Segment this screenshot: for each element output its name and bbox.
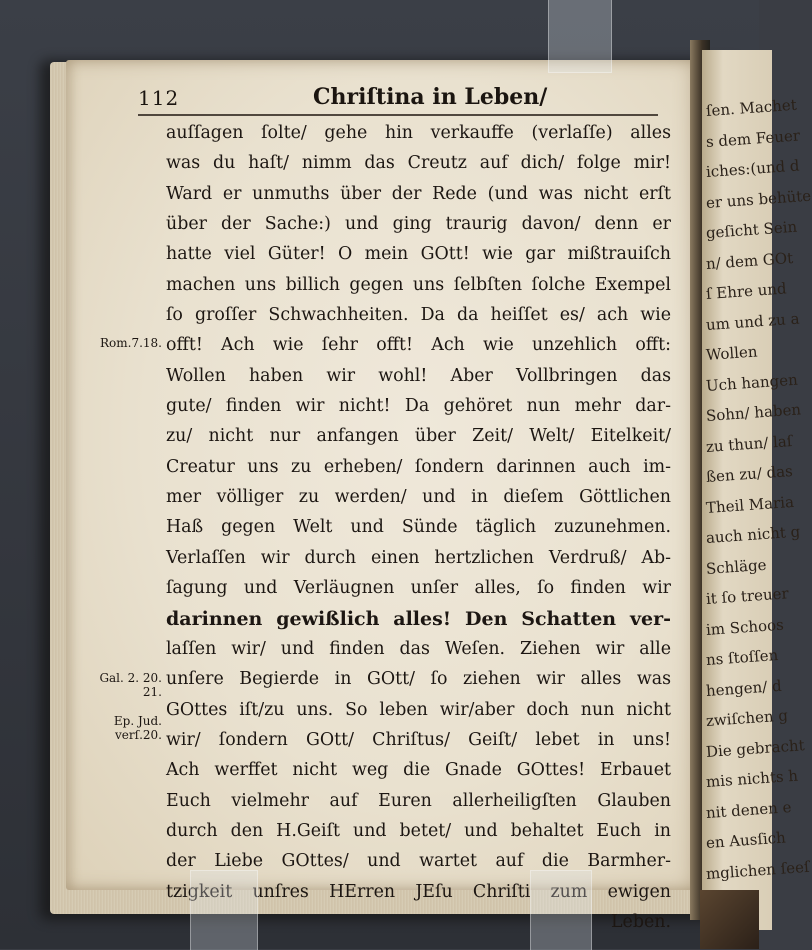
text-line: was du haſt/ nimm das Creutz auf dich/ folge mir! <box>166 153 671 174</box>
text-line: machen uns billich gegen uns ſelbſten ſolche Exempel <box>166 274 671 295</box>
facing-page-fragment: mglichen ſeeſ <box>705 857 811 883</box>
facing-page-fragment: iches:(und d <box>705 156 801 181</box>
page-clamp-top <box>548 0 612 73</box>
margin-note-gal-line1: Gal. 2. 20. <box>99 671 162 685</box>
margin-note-ep-line1: Ep. Jud. <box>113 714 162 728</box>
text-line: Creatur uns zu erheben/ ſondern darinnen auch im- <box>166 456 671 477</box>
margin-note-gal-line2: 21. <box>142 685 162 699</box>
text-line: gute/ finden wir nicht! Da gehöret nun mehr dar- <box>166 396 671 417</box>
margin-note-rom-text: Rom.7.18. <box>100 336 162 350</box>
page-number: 112 <box>138 86 180 110</box>
facing-page-fragment: Die gebracht <box>705 735 806 761</box>
body-text <box>166 118 671 937</box>
facing-page-fragment: Wollen <box>705 342 759 364</box>
facing-page-fragment: ſ Ehre und <box>705 279 788 303</box>
facing-page-fragment: mis nichts h <box>705 766 799 791</box>
facing-page-fragment: um und zu a <box>705 308 801 334</box>
text-line: mer völliger zu werden/ und in dieſem Göttlichen <box>166 487 671 508</box>
text-line: der Liebe GOttes/ und wartet auf die Barmher- <box>166 851 671 872</box>
text-line: GOttes iſt/zu uns. So leben wir/aber doch nun nicht <box>166 699 671 720</box>
facing-page-fragment: ßen zu/ das <box>705 461 794 486</box>
facing-page-fragment: ns ſtoſſen <box>705 645 779 669</box>
facing-page-fragment: s dem Feuer <box>705 125 801 151</box>
text-line: durch den H.Geiſt und betet/ und behaltet Euch in <box>166 820 671 841</box>
facing-page-fragment: ſen. Machet <box>705 95 798 120</box>
text-line: Euch vielmehr auf Euren allerheiligſten Glauben <box>166 790 671 811</box>
facing-page-fragment: auch nicht g <box>705 522 801 547</box>
margin-note-ep <box>92 714 162 742</box>
facing-page-fragment: Theil Maria <box>705 492 795 517</box>
facing-page-fragment: zu thun/ laſ <box>705 431 793 456</box>
facing-page-fragment: Sohn/ haben <box>705 400 802 425</box>
facing-page-fragment: Uch hangen <box>705 370 799 395</box>
text-line-emphasized: darinnen gewißlich alles! Den Schatten ver- <box>166 607 671 630</box>
page-clamp-bottom-left <box>190 870 258 950</box>
facing-page-fragment: geſicht Sein <box>705 217 798 242</box>
facing-page-fragment: er uns behüte <box>705 186 812 212</box>
text-line: Verlaſſen wir durch einen hertzlichen Verdruß/ Ab- <box>166 547 671 568</box>
facing-page-fragment: zwiſchen g <box>705 706 789 730</box>
text-line: laſſen wir/ und finden das Weſen. Ziehen wir alle <box>166 638 671 659</box>
facing-page-fragment: Schläge <box>705 555 768 578</box>
facing-page-fragment: nit denen e <box>705 797 792 822</box>
text-line: hatte viel Güter! O mein GOtt! wie gar mißtrauiſch <box>166 244 671 265</box>
running-title: Chriſtina in Leben/ <box>313 84 548 110</box>
margin-note-ep-line2: verſ.20. <box>115 728 162 742</box>
book-cover-corner <box>700 890 759 949</box>
margin-note-rom <box>92 336 162 350</box>
facing-page-fragment: n/ dem GOt <box>705 248 794 273</box>
facing-page-fragment: en Ausſich <box>705 828 787 852</box>
text-line: zu/ nicht nur anfangen über Zeit/ Welt/ Eitelkeit/ <box>166 426 671 447</box>
margin-note-gal <box>92 671 162 699</box>
text-line: Ward er unmuths über der Rede (und was nicht erſt <box>166 183 671 204</box>
header-rule <box>138 114 658 116</box>
facing-page-fragment: it ſo treuer <box>705 584 790 608</box>
facing-page-fragment: hengen/ d <box>705 676 783 700</box>
text-line: ſagung und Verläugnen unſer alles, ſo finden wir <box>166 578 671 599</box>
text-line: ſo groſſer Schwachheiten. Da da heiſſet es/ ach wie <box>166 305 671 326</box>
text-line: Wollen haben wir wohl! Aber Vollbringen das <box>166 365 671 386</box>
text-line: auſſagen ſolte/ gehe hin verkauffe (verlaſſe) alles <box>166 123 671 143</box>
page-header <box>138 84 658 112</box>
text-line: offt! Ach wie ſehr offt! Ach wie unzehlich offt: <box>166 335 671 356</box>
facing-page <box>702 50 812 930</box>
text-line: Ach werffet nicht weg die Gnade GOttes! Erbauet <box>166 760 671 781</box>
text-line: über der Sache:) und ging traurig davon/ denn er <box>166 214 671 235</box>
text-line-last: Leben. <box>611 911 671 932</box>
text-line: Haß gegen Welt und Sünde täglich zuzunehmen. <box>166 517 671 538</box>
facing-page-fragment: im Schoos <box>705 615 785 639</box>
text-line: wir/ ſondern GOtt/ Chriſtus/ Geiſt/ lebet in uns! <box>166 729 671 750</box>
page-clamp-bottom-right <box>530 870 592 950</box>
text-line: unſere Begierde in GOtt/ ſo ziehen wir alles was <box>166 669 671 690</box>
text-line: tzigkeit unſres HErren JEſu Chriſti zum ewigen <box>166 881 671 902</box>
